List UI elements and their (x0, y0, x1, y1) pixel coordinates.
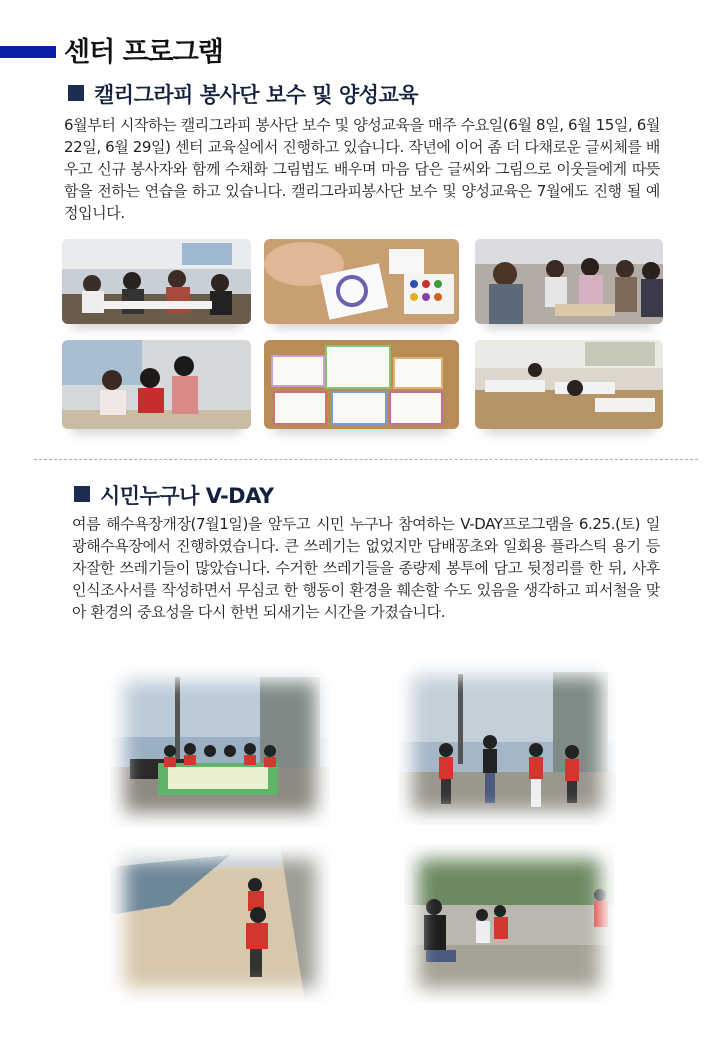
square-bullet-icon (68, 85, 84, 101)
survey-park-image (404, 845, 614, 1003)
page-title: 센터 프로그램 (64, 37, 223, 68)
practice-table-image (62, 340, 251, 429)
section1-body: 6월부터 시작하는 캘리그라피 봉사단 보수 및 양성교육을 매주 수요일(6월 8일, 6월 15일, 6월 22일, 6월 29일) 센터 교육실에서 진행하고 있습니다. 작년에 이어 좀 더 다채로운 글씨체를 배우고 신규 봉사자와 함께 수채화 그림법도 배우며 마음 담은 글씨와 그림으로 이웃들에게 따뜻함을 전하는 연습을 하고 있습니다. 캘리그라피봉사단 보수 및 양성교육은 7월에도 진행 될 예정입니다. (64, 116, 660, 222)
section1-heading-text: 캘리그라피 봉사단 보수 및 양성교육 (94, 83, 419, 107)
square-bullet-icon (74, 486, 90, 502)
section2-heading (74, 480, 274, 510)
watercolor-painting-image (264, 239, 459, 324)
group-banner-image (110, 667, 330, 827)
section1-heading (68, 79, 418, 109)
group-learning-image (475, 239, 663, 324)
vday-photo-2 (398, 662, 616, 825)
section-divider (34, 459, 698, 460)
calligraphy-class-photo-2 (264, 239, 459, 324)
vday-photo-1 (110, 667, 330, 827)
calligraphy-works-image (264, 340, 459, 429)
vday-photo-3 (110, 845, 330, 1002)
participants-street-image (398, 662, 616, 825)
calligraphy-class-photo-4 (62, 340, 251, 429)
calligraphy-class-photo-3 (475, 239, 663, 324)
beach-cleanup-image (110, 845, 330, 1002)
vday-photo-4 (404, 845, 614, 1003)
section2-heading-text: 시민누구나 V-DAY (100, 484, 274, 508)
classroom-scene-image (62, 239, 251, 324)
calligraphy-class-photo-5 (264, 340, 459, 429)
section2-body: 여름 해수욕장개장(7월1일)을 앞두고 시민 누구나 참여하는 V-DAY프로그램을 6.25.(토) 일광해수욕장에서 진행하였습니다. 큰 쓰레기는 없었지만 담배꽁초와 일회용 플라스틱 용기 등 자잘한 쓰레기들이 많았습니다. 수거한 쓰레기들을 종량제 봉투에 담고 뒷정리를 한 뒤, 사후인식조사서를 작성하면서 무심코 한 행동이 환경을 훼손할 수도 있음을 생각하고 피서철을 맞아 환경의 중요성을 다시 한번 되새기는 시간을 가졌습니다. (72, 515, 660, 621)
calligraphy-class-photo-6 (475, 340, 663, 429)
classroom-desks-image (475, 340, 663, 429)
calligraphy-class-photo-1 (62, 239, 251, 324)
title-accent-bar (0, 46, 56, 58)
